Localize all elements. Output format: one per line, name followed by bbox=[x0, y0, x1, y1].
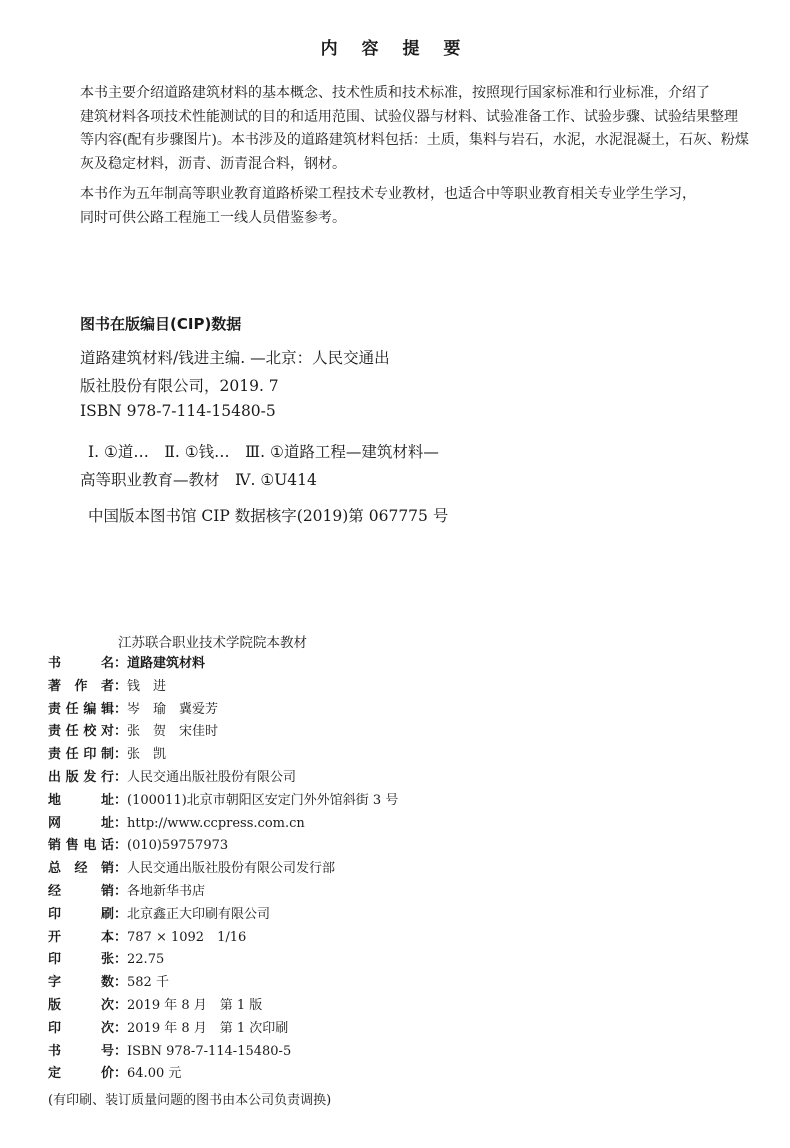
info-row-format: 开本 ： 787 × 1092 1/16 bbox=[48, 927, 398, 950]
info-row-price: 定价 ： 64.00 元 bbox=[48, 1063, 398, 1086]
info-row-sheets: 印张 ： 22.75 bbox=[48, 949, 398, 972]
info-label: 地址 bbox=[48, 792, 114, 808]
info-value: 北京鑫正大印刷有限公司 bbox=[127, 906, 271, 922]
summary-heading: 内 容 提 要 bbox=[320, 39, 470, 59]
info-row-printer: 印刷 ： 北京鑫正大印刷有限公司 bbox=[48, 904, 398, 927]
info-row-distributor: 经销 ： 各地新华书店 bbox=[48, 881, 398, 904]
info-label: 字数 bbox=[48, 975, 114, 991]
cip-record-number: 中国版本图书馆 CIP 数据核字(2019)第 067775 号 bbox=[88, 507, 449, 525]
publication-info bbox=[48, 653, 398, 1086]
info-label: 开本 bbox=[48, 929, 114, 945]
info-value: 人民交通出版社股份有限公司发行部 bbox=[127, 861, 336, 877]
info-label: 网址 bbox=[48, 815, 114, 831]
info-label: 印张 bbox=[48, 952, 114, 968]
info-label: 版次 bbox=[48, 997, 114, 1013]
info-label: 出版发行 bbox=[48, 769, 114, 785]
info-value: 张 贺 宋佳时 bbox=[127, 724, 219, 740]
info-row-proofreader: 责任校对 ： 张 贺 宋佳时 bbox=[48, 721, 398, 744]
cip-heading: 图书在版编目(CIP)数据 bbox=[80, 315, 242, 333]
cip-classification: Ⅰ. ①道… Ⅱ. ①钱… Ⅲ. ①道路工程—建筑材料— bbox=[88, 443, 439, 461]
info-label: 著作者 bbox=[48, 678, 114, 694]
info-row-title: 书名 ： 道路建筑材料 bbox=[48, 653, 398, 676]
summary-paragraph-1 bbox=[80, 82, 760, 176]
info-row-editor: 责任编辑 ： 岑 瑜 冀爱芳 bbox=[48, 699, 398, 722]
info-value: ISBN 978-7-114-15480-5 bbox=[127, 1043, 292, 1059]
info-label: 书名 bbox=[48, 656, 114, 671]
info-label: 印次 bbox=[48, 1020, 114, 1036]
info-label: 责任编辑 bbox=[48, 701, 114, 717]
info-label: 书号 bbox=[48, 1043, 114, 1059]
info-label: 印刷 bbox=[48, 906, 114, 922]
info-label: 责任印制 bbox=[48, 747, 114, 763]
info-value: (100011)北京市朝阳区安定门外外馆斜街 3 号 bbox=[127, 792, 399, 808]
info-value: 2019 年 8 月 第 1 版 bbox=[127, 997, 263, 1013]
info-value: 787 × 1092 1/16 bbox=[127, 929, 247, 945]
info-row-website: 网址 ： http://www.ccpress.com.cn bbox=[48, 813, 398, 836]
info-value: 钱 进 bbox=[127, 678, 167, 694]
info-value: http://www.ccpress.com.cn bbox=[127, 815, 305, 831]
info-row-printing-supervisor: 责任印制 ： 张 凯 bbox=[48, 744, 398, 767]
series-name: 江苏联合职业技术学院院本教材 bbox=[118, 635, 307, 651]
info-row-impression: 印次 ： 2019 年 8 月 第 1 次印刷 bbox=[48, 1018, 398, 1041]
cip-isbn: ISBN 978-7-114-15480-5 bbox=[80, 402, 276, 420]
info-row-address: 地址 ： (100011)北京市朝阳区安定门外外馆斜街 3 号 bbox=[48, 790, 398, 813]
info-value: 2019 年 8 月 第 1 次印刷 bbox=[127, 1020, 289, 1036]
info-value: 岑 瑜 冀爱芳 bbox=[127, 701, 219, 717]
summary-line: 建筑材料各项技术性能测试的目的和适用范围、试验仪器与材料、试验准备工作、试验步骤、试验结果整理 bbox=[80, 108, 738, 125]
summary-line: 本书主要介绍道路建筑材料的基本概念、技术性质和技术标准，按照现行国家标准和行业标准，介绍了 bbox=[80, 85, 710, 101]
info-row-publisher: 出版发行 ： 人民交通出版社股份有限公司 bbox=[48, 767, 398, 790]
info-row-word-count: 字数 ： 582 千 bbox=[48, 972, 398, 995]
info-row-edition: 版次 ： 2019 年 8 月 第 1 版 bbox=[48, 995, 398, 1018]
info-value: 582 千 bbox=[127, 975, 169, 991]
info-value: 各地新华书店 bbox=[127, 883, 206, 899]
info-row-sales-phone: 销售电话 ： (010)59757973 bbox=[48, 835, 398, 858]
summary-line: 同时可供公路工程施工一线人员借鉴参考。 bbox=[80, 209, 346, 226]
info-label: 总经销 bbox=[48, 861, 114, 877]
quality-note: (有印刷、装订质量问题的图书由本公司负责调换) bbox=[48, 1093, 332, 1108]
summary-line: 灰及稳定材料，沥青、沥青混合料，钢材。 bbox=[80, 155, 346, 172]
cip-classification: 高等职业教育—教材 Ⅳ. ①U414 bbox=[80, 471, 317, 489]
summary-line: 本书作为五年制高等职业教育道路桥梁工程技术专业教材，也适合中等职业教育相关专业学生学习， bbox=[80, 186, 696, 202]
info-label: 定价 bbox=[48, 1066, 114, 1082]
info-value: 人民交通出版社股份有限公司 bbox=[127, 769, 297, 785]
cip-line: 版社股份有限公司，2019. 7 bbox=[80, 377, 279, 395]
info-value: 22.75 bbox=[127, 952, 165, 968]
summary-line: 等内容(配有步骤图片)。本书涉及的道路建筑材料包括：土质，集料与岩石，水泥，水泥混凝土，石灰、粉煤 bbox=[80, 132, 749, 148]
cip-line: 道路建筑材料/钱进主编. —北京：人民交通出 bbox=[80, 349, 390, 367]
info-value: 道路建筑材料 bbox=[127, 656, 206, 671]
info-value: (010)59757973 bbox=[127, 838, 229, 854]
info-value: 64.00 元 bbox=[127, 1066, 182, 1082]
info-label: 责任校对 bbox=[48, 724, 114, 740]
info-row-isbn: 书号 ： ISBN 978-7-114-15480-5 bbox=[48, 1041, 398, 1064]
info-label: 经销 bbox=[48, 883, 114, 899]
info-value: 张 凯 bbox=[127, 747, 167, 763]
summary-paragraph-2 bbox=[80, 183, 760, 230]
info-row-author: 著作者 ： 钱 进 bbox=[48, 676, 398, 699]
info-row-general-distributor: 总经销 ： 人民交通出版社股份有限公司发行部 bbox=[48, 858, 398, 881]
info-label: 销售电话 bbox=[48, 838, 114, 854]
